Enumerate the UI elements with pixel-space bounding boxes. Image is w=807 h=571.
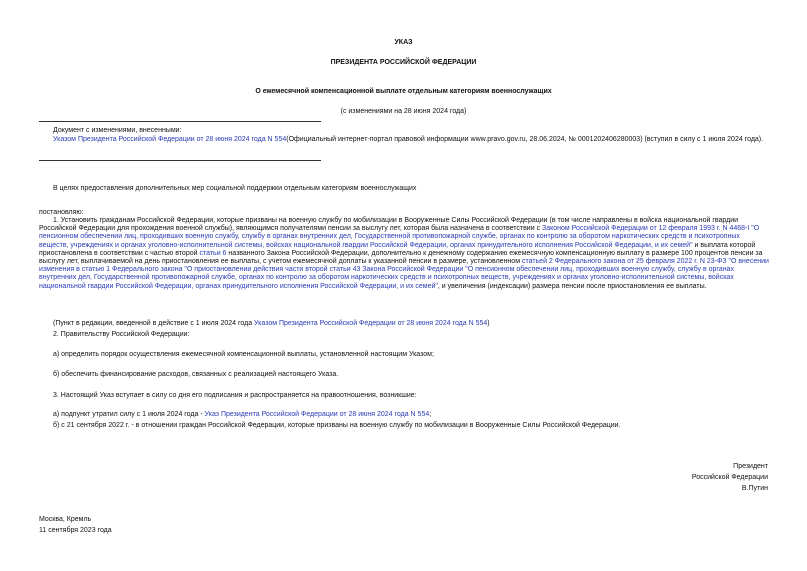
edition-note: (с изменениями на 28 июня 2024 года) — [340, 108, 467, 115]
document-title: О ежемесячной компенсационной выплате отдельным категориям военнослужащих — [255, 88, 552, 95]
preamble: В целях предоставления дополнительных мер социальной поддержки отдельным категориям военнослужащих — [53, 185, 417, 192]
signature-name: В.Путин — [741, 485, 768, 492]
paragraph-3: 3. Настоящий Указ вступает в силу со дня его подписания и распространяется на правоотношения, возникшие: — [53, 392, 417, 399]
note-text-a: (Пункт в редакции, введенной в действие с 1 июля 2024 года — [53, 320, 255, 327]
paragraph-1-text-a: 1. Установить гражданам Российской Федерации, которые призваны на военную службу по мобилизации в Вооруженные Силы Российской Федерации (в том числе направлены в войска национальной гвардии Российской Федерации для прохождения военной службы), являющимся получателями пенсии за выслугу лет, которая была назначена в соответствии с — [39, 217, 739, 233]
repeal-decree-link[interactable]: Указ Президента Российской Федерации от 28 июня 2024 года N 554 — [204, 411, 430, 418]
article-6-link[interactable]: статьи 6 — [199, 249, 227, 257]
paragraph-2b: б) обеспечить финансирование расходов, связанных с реализацией настоящего Указа. — [53, 371, 339, 378]
federal-law-23fz-link[interactable]: статьей 2 Федерального закона от 25 февраля 2022 г. N 23-ФЗ "О внесении изменения в статью 1 Федерального закона "О приостановлении действия части второй статьи 43 Закона Российской Федерации "О пенсионном обеспечении лиц, проходивших военную службу, службу в органах внутренних дел, Государственной противопожарной службе, органах по контролю за оборотом наркотических средств и психотропных веществ, учреждениях и органах уголовно-исполнительной системы, войсках национальной гвардии Российской Федерации, органах принудительного исполнения Российской Федерации, и их семей" — [39, 258, 769, 290]
paragraph-2: 2. Правительству Российской Федерации: — [53, 331, 190, 338]
doc-type-heading: УКАЗ — [394, 39, 413, 46]
paragraph-3b: б) с 21 сентября 2022 г. - в отношении граждан Российской Федерации, которые призваны на военную службу по мобилизации в Вооруженные Силы Российской Федерации. — [53, 422, 621, 429]
amendments-bottom-rule — [39, 160, 321, 161]
amendment-source: (Официальный интернет-портал правовой информации www.pravo.gov.ru, 28.06.2024, № 0001202406280003) (вступил в силу с 1 июля 2024 года). — [286, 136, 764, 143]
amendments-label: Документ с изменениями, внесенными: — [53, 127, 182, 134]
signing-place: Москва, Кремль — [39, 516, 92, 523]
amendments-text — [39, 136, 770, 144]
signature-title: Президент — [733, 463, 768, 470]
paragraph-3a — [53, 410, 431, 419]
law-4468-link[interactable]: Законом Российской Федерации от 12 февраля 1993 г. N 4468-I "О пенсионном обеспечении лиц, проходивших военную службу, службу в органах внутренних дел, Государственной противопожарной службе, органах по контролю за оборотом наркотических средств и психотропных веществ, учреждениях и органах уголовно-исполнительной системы, войсках национальной гвардии Российской Федерации, органах принудительного исполнения Российской Федерации, и их семей" — [39, 225, 760, 249]
paragraph-1 — [39, 217, 770, 291]
note-text-b: ) — [487, 320, 490, 327]
paragraph-1-text-d: , и увеличения (индексации) размера пенсии после приостановления ее выплаты. — [437, 282, 707, 290]
paragraph-1-note — [53, 319, 490, 328]
paragraph-3a-end: ; — [429, 411, 432, 418]
note-decree-link[interactable]: Указом Президента Российской Федерации от 28 июня 2024 года N 554 — [254, 320, 488, 327]
paragraph-1-text-b: и выплата которой приостановлена в соответствии с частью второй — [39, 241, 756, 257]
paragraph-3a-text: а) подпункт утратил силу с 1 июля 2024 года - — [53, 411, 205, 418]
amendments-top-rule — [39, 121, 321, 122]
paragraph-1-text-c: названного Закона Российской Федерации, дополнительно к денежному содержанию ежемесячную компенсационную выплату в размере 100 процентов пенсии за выслугу лет, выплачиваемой на день приостановления ее выплаты, с учетом ежемесячной доплаты к указанной пенсии в размере, установленном — [39, 249, 763, 266]
decree-word: постановляю: — [39, 209, 84, 216]
signature-country: Российской Федерации — [691, 474, 768, 481]
signing-date: 11 сентября 2023 года — [39, 527, 112, 534]
amendment-link[interactable]: Указом Президента Российской Федерации от 28 июня 2024 года N 554 — [53, 136, 287, 143]
issuer-heading: ПРЕЗИДЕНТА РОССИЙСКОЙ ФЕДЕРАЦИИ — [330, 59, 477, 66]
paragraph-2a: а) определить порядок осуществления ежемесячной компенсационной выплаты, установленной настоящим Указом; — [53, 351, 434, 358]
